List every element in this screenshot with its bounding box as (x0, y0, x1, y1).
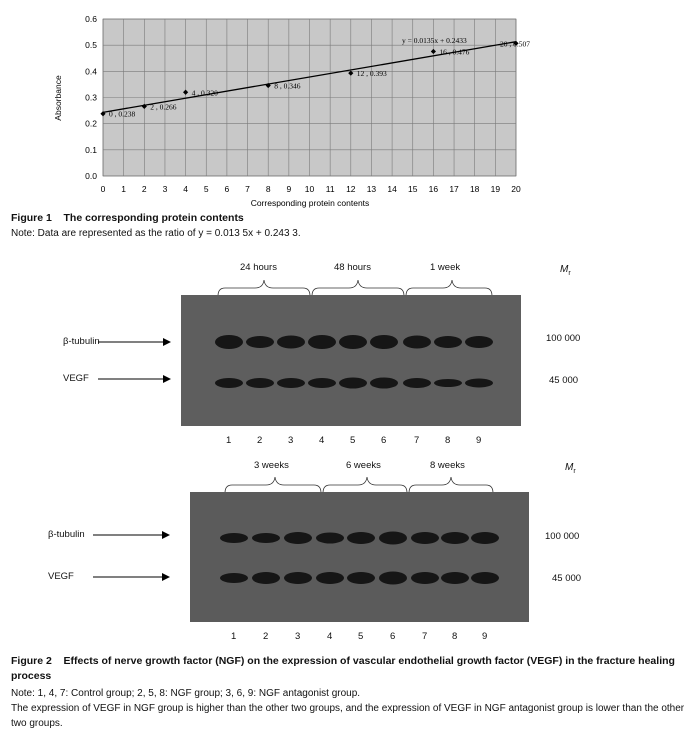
lane-number: 6 (390, 631, 396, 642)
y-tick-label: 0.3 (85, 92, 97, 103)
x-tick-label: 13 (366, 184, 377, 194)
x-tick-label: 15 (408, 184, 418, 194)
blot-band (246, 336, 274, 348)
x-tick-label: 10 (304, 184, 315, 194)
x-tick-label: 5 (203, 184, 209, 194)
blot-band (215, 335, 243, 349)
band-label-tubulin: β-tubulin (63, 336, 100, 347)
y-tick-label: 0.5 (85, 40, 97, 51)
blot-band (215, 378, 243, 388)
blot-band (441, 532, 469, 544)
lane-number: 7 (414, 435, 420, 446)
lane-number: 1 (231, 631, 237, 642)
figure2-caption-label: Figure 2 (11, 655, 52, 667)
arrow-vegf-bottom (92, 571, 172, 583)
figure1-chart (0, 0, 700, 215)
figure1-caption (11, 212, 691, 224)
arrow-tubulin (97, 336, 172, 348)
x-tick-label: 8 (265, 184, 271, 194)
x-tick-label: 12 (346, 184, 356, 194)
x-tick-label: 16 (428, 184, 439, 194)
blot-band (284, 532, 312, 544)
x-tick-label: 2 (141, 184, 147, 194)
figure2-note1: Note: 1, 4, 7: Control group; 2, 5, 8: NGF group; 3, 6, 9: NGF antagonist group. (11, 688, 361, 699)
x-tick-labels (101, 184, 521, 194)
lane-number: 7 (422, 631, 428, 642)
blot-band (465, 336, 493, 348)
blot-band (347, 532, 375, 544)
figure2-note2: The expression of VEGF in NGF group is higher than the other two groups, and the expression of VEGF in NGF antagonist group is lower than the other two groups. (11, 703, 685, 729)
figure1-caption-label: Figure 1 (11, 212, 52, 224)
figure1-note: Note: Data are represented as the ratio of y = 0.013 5x + 0.243 3. (11, 228, 301, 239)
blot-band (220, 533, 248, 543)
band-label-tubulin-bottom: β-tubulin (48, 529, 85, 540)
trendline-equation: y = 0.0135x + 0.2433 (402, 36, 467, 45)
lane-number: 9 (476, 435, 482, 446)
lane-number: 4 (319, 435, 325, 446)
blot-band (370, 335, 398, 349)
blot-band (284, 572, 312, 584)
x-tick-label: 19 (490, 184, 501, 194)
x-tick-label: 3 (162, 184, 168, 194)
y-tick-label: 0.0 (85, 171, 97, 181)
arrow-vegf (97, 373, 172, 385)
blot-bands-top (181, 295, 521, 426)
lane-number: 3 (288, 435, 294, 446)
lane-number: 9 (482, 631, 488, 642)
x-tick-label: 11 (325, 184, 335, 194)
blot-band (277, 378, 305, 388)
data-point-label: 0 , 0.238 (109, 109, 136, 119)
mr-header-bottom: $M_r$ (565, 462, 576, 475)
lane-number: 8 (445, 435, 451, 446)
blot-band (441, 572, 469, 584)
x-tick-label: 14 (387, 184, 397, 194)
x-tick-label: 6 (224, 184, 230, 194)
lane-number: 2 (257, 435, 263, 446)
mr-tubulin: 100 000 (546, 333, 581, 344)
x-tick-label: 7 (245, 184, 250, 194)
blot-band (308, 378, 336, 388)
figure1-caption-title: The corresponding protein contents (63, 212, 244, 224)
y-tick-label: 0.2 (85, 118, 97, 129)
blot-band (471, 572, 499, 584)
band-label-vegf-bottom: VEGF (48, 571, 74, 582)
blot-band (411, 532, 439, 544)
group-label-8weeks: 8 weeks (430, 460, 465, 471)
blot-band (434, 379, 462, 387)
lane-number: 2 (263, 631, 269, 642)
x-tick-label: 4 (183, 184, 188, 194)
blot-band (316, 572, 344, 584)
blot-band (347, 572, 375, 584)
blot-band (411, 572, 439, 584)
x-tick-label: 20 (511, 184, 521, 194)
group-label-24h: 24 hours (240, 262, 277, 273)
group-label-3weeks: 3 weeks (254, 460, 289, 471)
y-tick-label: 0.4 (85, 66, 97, 77)
figure2-caption-title: Effects of nerve growth factor (NGF) on the expression of vascular endothelial growth factor (VEGF) in the fracture healing process (11, 655, 675, 682)
band-label-vegf: VEGF (63, 373, 89, 384)
lane-number: 8 (452, 631, 458, 642)
x-axis-label: Corresponding protein contents (250, 198, 370, 208)
lane-number: 4 (327, 631, 333, 642)
group-label-1week: 1 week (430, 262, 461, 273)
mr-header: $M_r$ (560, 264, 571, 277)
mr-tubulin-bottom: 100 000 (545, 531, 580, 542)
x-tick-label: 18 (469, 184, 480, 194)
x-tick-label: 1 (121, 184, 127, 194)
lane-number: 5 (358, 631, 364, 642)
blot-band (379, 532, 407, 545)
blot-band (339, 335, 367, 349)
data-point-label: 2 , 0.266 (150, 102, 177, 112)
data-point-label: 8 , 0.346 (274, 81, 301, 91)
x-tick-label: 9 (286, 184, 292, 194)
x-tick-label: 17 (449, 184, 459, 194)
y-tick-label: 0.1 (85, 144, 97, 155)
blot-band (316, 533, 344, 544)
group-label-48h: 48 hours (334, 262, 371, 273)
y-tick-labels (85, 14, 97, 181)
blot-band (403, 336, 431, 349)
mr-vegf-bottom: 45 000 (552, 573, 582, 584)
blot-band (379, 572, 407, 585)
lane-number: 1 (226, 435, 232, 446)
figure2-caption (11, 654, 691, 684)
arrow-tubulin-bottom (92, 529, 172, 541)
data-point-label: 20 , 0.507 (500, 39, 530, 49)
data-point-label: 16 , 0.476 (439, 47, 470, 57)
y-tick-label: 0.6 (85, 14, 97, 24)
mr-vegf: 45 000 (549, 375, 579, 386)
blot-band (403, 378, 431, 388)
data-point-label: 4 , 0.320 (191, 88, 218, 98)
blot-band (434, 336, 462, 348)
lane-number: 5 (350, 435, 356, 446)
group-label-6weeks: 6 weeks (346, 460, 381, 471)
blot-band (277, 336, 305, 349)
x-tick-label: 0 (100, 184, 106, 194)
blot-bands-bottom (190, 492, 529, 622)
lane-number: 6 (381, 435, 387, 446)
blot-band (308, 335, 336, 349)
blot-band (252, 572, 280, 584)
y-axis-label: Absorbance (53, 75, 63, 121)
blot-band (465, 379, 493, 388)
blot-band (339, 378, 367, 389)
blot-band (252, 533, 280, 543)
blot-band (370, 378, 398, 389)
blot-band (220, 573, 248, 583)
blot-band (246, 378, 274, 388)
blot-band (471, 532, 499, 544)
lane-number: 3 (295, 631, 301, 642)
data-point-label: 12 , 0.393 (356, 69, 387, 79)
